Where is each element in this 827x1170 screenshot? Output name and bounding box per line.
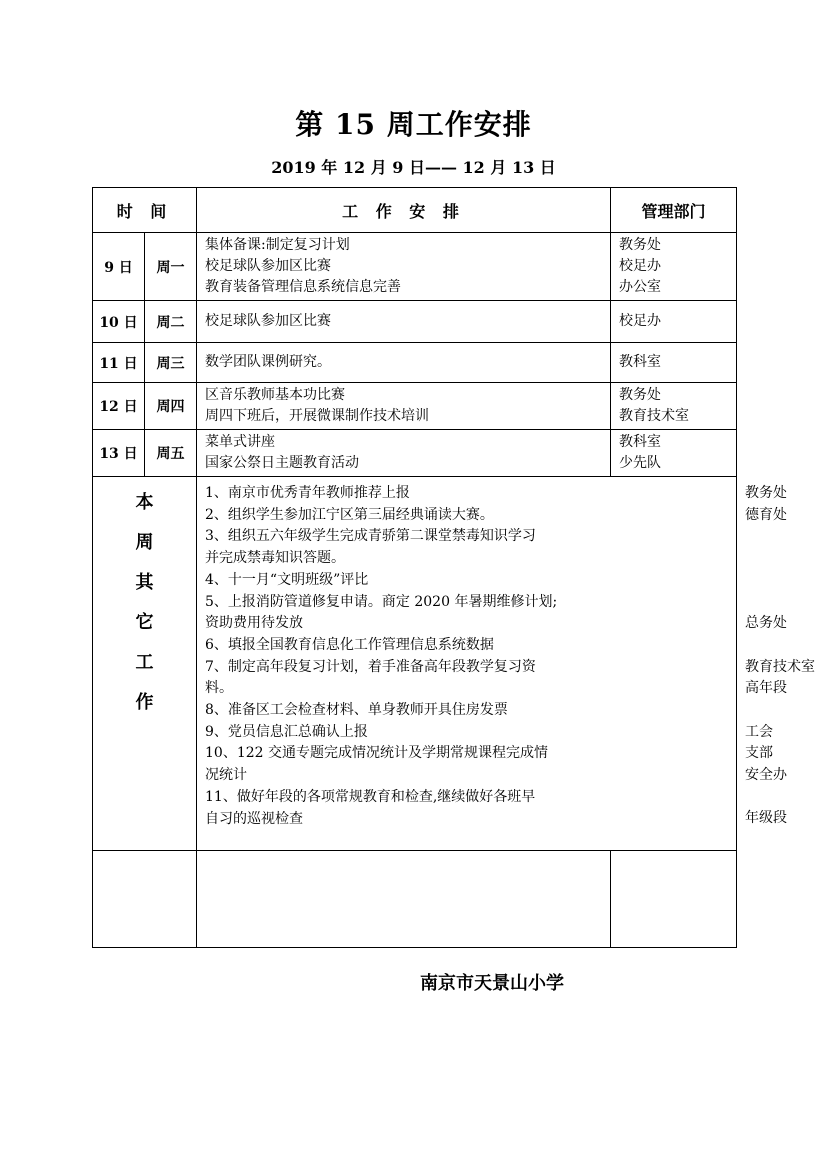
day-weekday: 周五: [145, 430, 197, 477]
schedule-table: [92, 187, 816, 948]
other-label-char: 周: [135, 532, 154, 553]
page-title: 第 15 周工作安排: [295, 108, 532, 141]
other-work-label: [93, 477, 197, 851]
day-depts: [611, 383, 737, 430]
date-range: 2019 年 12 月 9 日—— 12 月 13 日: [271, 158, 556, 177]
other-label-char: 作: [135, 692, 154, 713]
day-row: [93, 301, 737, 343]
school-signature: 南京市天景山小学: [420, 973, 564, 994]
other-item: 并完成禁毒知识答题。: [205, 550, 346, 567]
day-row: [93, 383, 737, 430]
other-item: 7、制定高年段复习计划，着手准备高年段教学复习资: [205, 658, 536, 675]
other-item: 自习的巡视检查: [205, 810, 304, 827]
blank-row: [93, 851, 737, 948]
dept-item: 教育技术室: [619, 408, 690, 424]
day-date: 13 日: [93, 430, 145, 477]
other-label-char: 它: [135, 612, 154, 633]
day-weekday: 周三: [145, 343, 197, 383]
dept-item: 教科室: [619, 434, 662, 450]
dept-item: 少先队: [619, 455, 662, 471]
other-label-char: 其: [135, 572, 154, 593]
other-item: 料。: [205, 680, 234, 697]
other-item: 3、组织五六年级学生完成青骄第二课堂禁毒知识学习: [205, 528, 536, 545]
work-item: 区音乐教师基本功比赛: [205, 387, 346, 403]
other-item: 4、十一月“文明班级”评比: [205, 571, 369, 588]
header-dept: 管理部门: [611, 188, 737, 233]
day-date: 11 日: [93, 343, 145, 383]
dept-item: 教务处: [619, 387, 662, 403]
blank-cell: [611, 851, 737, 948]
work-item: 周四下班后，开展微课制作技术培训: [205, 408, 430, 424]
other-item: 8、准备区工会检查材料、单身教师开具住房发票: [205, 702, 508, 719]
dept-item: 教科室: [619, 354, 662, 370]
day-weekday: 周四: [145, 383, 197, 430]
dept-item: 校足办: [619, 313, 662, 329]
day-row: [93, 233, 737, 301]
other-item: 9、党员信息汇总确认上报: [205, 723, 368, 740]
day-work-items: [197, 430, 611, 477]
table-header-row: [93, 188, 737, 233]
other-item: 况统计: [205, 767, 248, 784]
header-time: 时 间: [93, 188, 197, 233]
other-label-char: 本: [135, 492, 154, 513]
blank-cell: [93, 851, 197, 948]
other-item: 1、南京市优秀青年教师推荐上报: [205, 485, 410, 501]
dept-item: 教务处: [619, 237, 662, 253]
day-work-items: [197, 343, 611, 383]
other-item: 11、做好年段的各项常规教育和检查,继续做好各班早: [205, 788, 536, 805]
work-item: 校足球队参加区比赛: [205, 258, 332, 274]
day-work-items: [197, 233, 611, 301]
header-work: 工 作 安 排: [197, 188, 611, 233]
day-depts: [611, 430, 737, 477]
day-depts: [611, 301, 737, 343]
other-item: 6、填报全国教育信息化工作管理信息系统数据: [205, 636, 494, 653]
other-item: 10、122 交通专题完成情况统计及学期常规课程完成情: [205, 745, 549, 762]
day-work-items: [197, 301, 611, 343]
work-item: 集体备课:制定复习计划: [205, 237, 350, 253]
day-work-items: [197, 383, 611, 430]
dept-item: 校足办: [619, 258, 662, 274]
day-weekday: 周二: [145, 301, 197, 343]
work-item: 教育装备管理信息系统信息完善: [205, 279, 402, 295]
dept-item: 办公室: [619, 279, 662, 295]
day-depts: [611, 343, 737, 383]
other-item: 资助费用待发放: [205, 615, 304, 632]
other-work-row: 本 周 其 它 工 作 1、南京市优秀青年教师推荐上报 2、组织学生参加江宁区第三届经典诵读大赛。 3、组织五六年级学生完成青骄第二课堂禁毒知识学习 并完成禁毒知识答题。 4、十一月“文明班级”评比 5、上报消防管道修复申请。商定 2020 年暑期维修计划; 资助费用待发放 6、填报全国教育信息化工作管理信息系统数据 7、制定高年段复习计划，着手准备高年段教学复习资 料。 8、准备区工会检查材料、单身教师开具住房发票 9、党员信息汇总确认上报 10、122 交通专题完成情况统计及学期常规课程完成情 况统计 11、做好年段的各项常规教育和检查,继续做好各班早 自习的巡视检查 教务处 德育处 总务处 教育技术室 高年段 工会 支部 安全办 年级段: [93, 477, 737, 851]
other-item: 5、上报消防管道修复申请。商定 2020 年暑期维修计划;: [205, 593, 558, 610]
day-row: [93, 430, 737, 477]
other-item: 2、组织学生参加江宁区第三届经典诵读大赛。: [205, 506, 494, 523]
work-item: 数学团队课例研究。: [205, 354, 332, 370]
other-label-char: 工: [135, 652, 154, 673]
work-item: 国家公祭日主题教育活动: [205, 455, 360, 471]
work-item: 菜单式讲座: [205, 434, 276, 450]
day-row: [93, 343, 737, 383]
work-item: 校足球队参加区比赛: [205, 313, 332, 329]
day-date: 9 日: [93, 233, 145, 301]
day-date: 10 日: [93, 301, 145, 343]
other-work-items: [197, 477, 737, 851]
day-date: 12 日: [93, 383, 145, 430]
day-weekday: 周一: [145, 233, 197, 301]
day-rows: [93, 233, 737, 477]
day-depts: [611, 233, 737, 301]
blank-cell: [197, 851, 611, 948]
